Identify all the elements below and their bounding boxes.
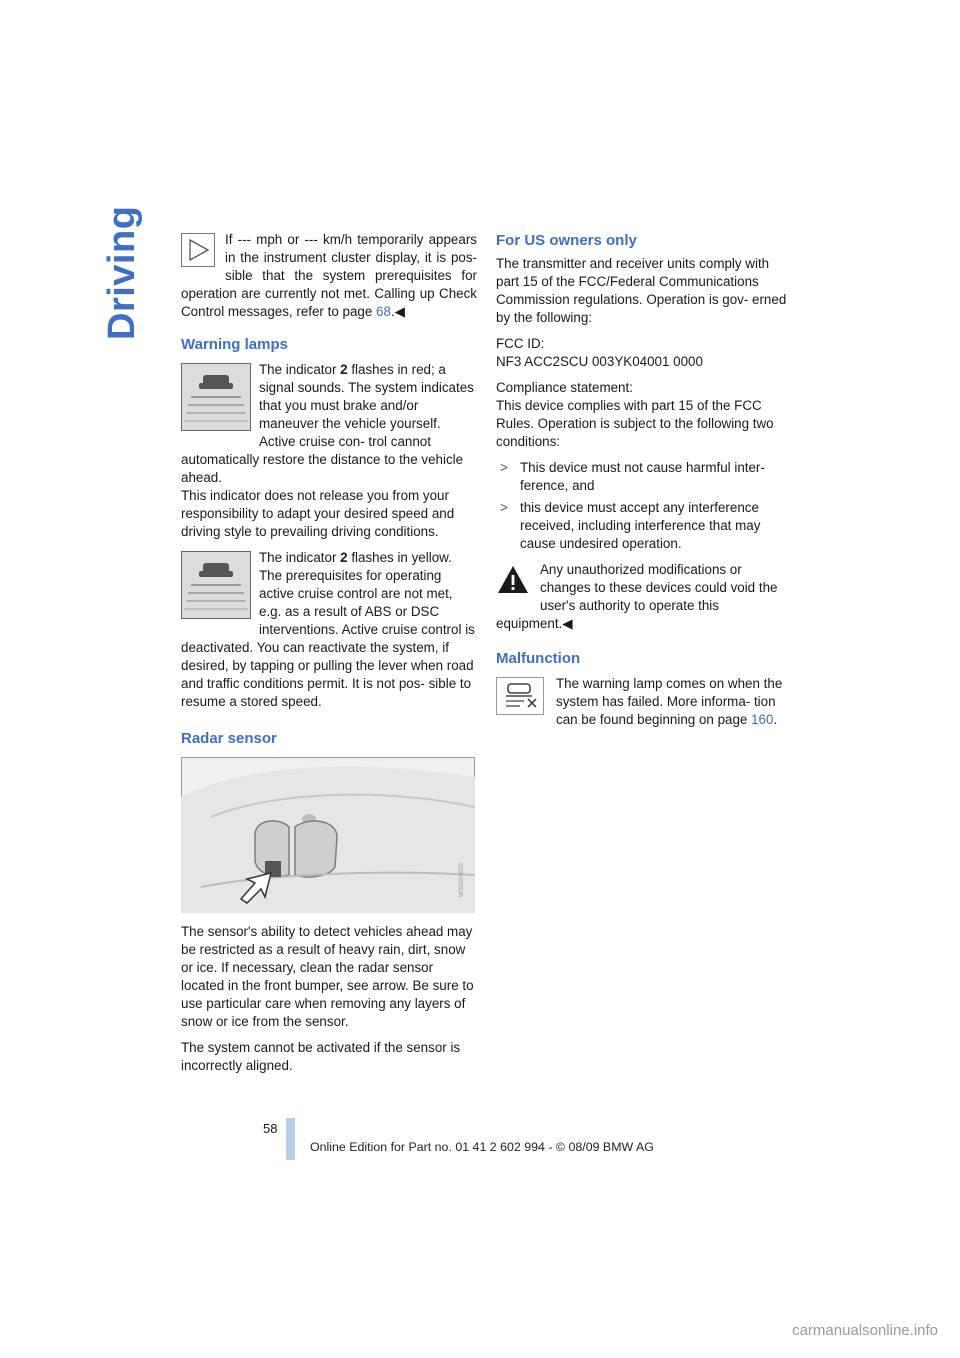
red-indicator-text: The indicator 2 flashes in red; a signal sounds. The system indicates that you must brake and/or maneuver the vehicle yourself. Active cruise con- trol cannot automatically restore the distance to the vehicle ahead.: [181, 362, 474, 485]
page-link-160[interactable]: 160: [751, 712, 774, 727]
note-arrow-icon: [181, 233, 217, 269]
radar-text-1: The sensor's ability to detect vehicles ahead may be restricted as a result of heavy rain, dirt, snow or ice. If necessary, clean the radar sensor located in the front bumper, see arrow. Be sure to use particular care when removing any layers of snow or ice from the sensor.: [181, 924, 474, 1029]
compliance-label: Compliance statement:: [496, 380, 633, 395]
warning-text: Any unauthorized modifications or changes to these devices could void the user's authority to operate this equipment.◀: [496, 562, 778, 631]
radar-sensor-image: [181, 757, 475, 913]
page-number: 58: [263, 1121, 278, 1136]
footer-bar: [286, 1118, 295, 1160]
note-block: [181, 231, 477, 321]
section-title-text: Driving: [101, 205, 143, 340]
warning-triangle-icon: [496, 563, 532, 599]
warning-lamps-heading: Warning lamps: [181, 336, 288, 353]
compliance-text: This device complies with part 15 of the FCC Rules. Operation is subject to the following two conditions:: [496, 398, 774, 449]
warning-block: [496, 561, 792, 633]
malfunction-lamp-icon: [496, 677, 548, 717]
malfunction-heading: Malfunction: [496, 650, 581, 667]
radar-sensor-heading: Radar sensor: [181, 730, 277, 747]
watermark: carmanualsonline.info: [792, 1322, 938, 1339]
fcc-id-value: NF3 ACC2SCU 003YK04001 0000: [496, 354, 703, 369]
kidney-grille-right: [295, 821, 337, 877]
red-indicator-image: [181, 363, 251, 436]
fcc-id-label: FCC ID:: [496, 336, 545, 351]
list-item: > this device must accept any interference received, including interference that may cause undesired operation.: [500, 500, 761, 551]
yellow-indicator-text: The indicator 2 flashes in yellow. The prerequisites for operating active cruise control are not met, e.g. as a result of ABS or DSC interventions. Active cruise control is deactivated. You can reactivate the system, if desired, by tapping or pulling the lever when road and traffic conditions permit. It is not pos- sible to resume a stored speed.: [181, 550, 475, 709]
page-link-68[interactable]: 68: [376, 304, 391, 319]
us-owners-text: The transmitter and receiver units comply with part 15 of the FCC/Federal Communications Commission regulations. Operation is gov- erned by the following:: [496, 256, 787, 325]
radar-text-2: The system cannot be activated if the sensor is incorrectly aligned.: [181, 1040, 461, 1073]
left-column: [181, 231, 477, 1079]
note-text: If --- mph or --- km/h temporarily appears in the instrument cluster display, it is pos- sible that the system prerequisites for operation are currently not met. Calling up Check Control messages, refer to page 68.◀: [181, 232, 477, 319]
right-column: [496, 231, 792, 729]
yellow-indicator-image: [181, 551, 251, 624]
red-indicator-note: This indicator does not release you from your responsibility to adapt your desired speed and driving style to prevailing driving conditions.: [181, 488, 455, 539]
list-item: > This device must not cause harmful inter- ference, and: [500, 460, 765, 493]
footer-edition-text: Online Edition for Part no. 01 41 2 602 994 - © 08/09 BMW AG: [310, 1140, 654, 1154]
section-title-vertical: [96, 205, 156, 346]
yellow-indicator-block: [181, 549, 477, 711]
svg-text:W3G000000: W3G000000: [459, 863, 465, 897]
malfunction-block: [496, 675, 792, 729]
red-indicator-block: [181, 361, 477, 541]
us-owners-heading: For US owners only: [496, 232, 637, 249]
malfunction-text: The warning lamp comes on when the system has failed. More informa- tion can be found beginning on page 160.: [556, 676, 783, 727]
